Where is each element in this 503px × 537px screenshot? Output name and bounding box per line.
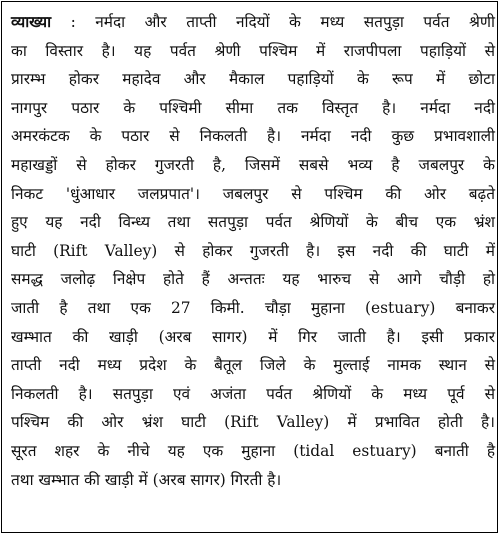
paragraph-line-15: पश्चिम की ओर भ्रंश घाटी (Rift Valley) में प्रभावित होती है। <box>11 413 495 432</box>
paragraph-line-12: खम्भात की खाड़ी (अरब सागर) में गिर जाती है। इसी प्रकार <box>11 327 495 346</box>
paragraph-line-5: अमरकंटक के पठार से निकलती है। नर्मदा नदी कुछ प्रभावशाली <box>11 127 495 146</box>
text-box <box>1 1 498 533</box>
paragraph-line-10: समद्ध जलोढ़ निक्षेप होते हैं अन्ततः यह भारुच से आगे चौड़ी हो <box>11 270 495 289</box>
paragraph-line-8: हुए यह नदी विन्ध्य तथा सतपुड़ा पर्वत श्रेणियों के बीच एक भ्रंश <box>11 213 495 232</box>
paragraph-line-11: जाती है तथा एक 27 किमी. चौड़ा मुहाना (estuary) बनाकर <box>11 298 495 317</box>
paragraph-line-17: तथा खम्भात की खाड़ी में (अरब सागर) गिरती है। <box>11 470 282 489</box>
paragraph-line-9: घाटी (Rift Valley) से होकर गुजरती है। इस नदी की घाटी में <box>11 241 495 260</box>
paragraph-line-4: नागपुर पठार के पश्चिमी सीमा तक विस्तृत है। नर्मदा नदी <box>11 98 495 117</box>
paragraph-line-2: का विस्तार है। यह पर्वत श्रेणी पश्चिम में राजपीपला पहाड़ियों से <box>11 41 495 60</box>
paragraph-line-7: निकट 'धुंआधार जलप्रपात'। जबलपुर से पश्चिम की ओर बढ़ते <box>11 184 495 203</box>
paragraph-line-3: प्रारम्भ होकर महादेव और मैकाल पहाड़ियों के रूप में छोटा <box>11 70 495 89</box>
explanation-label: व्याख्या <box>11 13 52 31</box>
paragraph-line-6: महाखड्डों से होकर गुजरती है, जिसमें सबसे भव्य है जबलपुर के <box>11 155 495 174</box>
paragraph-line-1 <box>11 8 495 37</box>
paragraph-line-1-text: : नर्मदा और ताप्ती नदियों के मध्य सतपुड़ा पर्वत श्रेणी <box>51 13 495 31</box>
explanation-paragraph <box>11 8 495 494</box>
paragraph-line-14: निकलती है। सतपुड़ा एवं अजंता पर्वत श्रेणियों के मध्य पूर्व से <box>11 384 495 403</box>
paragraph-line-13: ताप्ती नदी मध्य प्रदेश के बैतूल जिले के मुल्ताई नामक स्थान से <box>11 356 495 375</box>
paragraph-line-16: सूरत शहर के नीचे यह एक मुहाना (tidal estuary) बनाती है <box>11 441 495 460</box>
